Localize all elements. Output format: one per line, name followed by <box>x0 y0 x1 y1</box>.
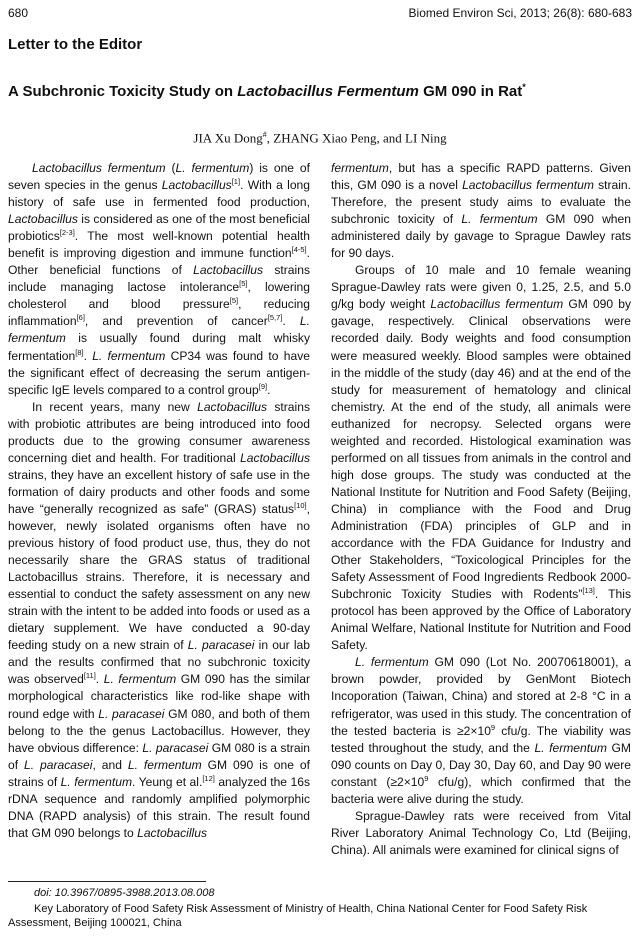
text-run: in our lab and the results confirmed that no subchronic toxicity was observed <box>8 638 310 687</box>
italic-term: Lactobacillus <box>197 399 268 414</box>
author-list <box>0 130 640 146</box>
paragraph <box>8 160 310 399</box>
paragraph <box>331 808 631 859</box>
text-run: Sprague-Dawley rats were received from Vital River Laboratory Animal Technology Co, Ltd (Beijing, China). All animals were examined for clinical signs of <box>331 808 631 857</box>
italic-term: L. fermentum <box>60 774 133 789</box>
italic-term: L. fermentum <box>8 314 310 346</box>
superscript: [8] <box>75 347 84 357</box>
italic-term: Lactobacillus fermentum <box>430 297 564 312</box>
text-run: ) is one of seven species in the genus <box>8 161 311 193</box>
superscript: 9 <box>490 722 496 732</box>
text-run: CP34 was found to have the significant effect of decreasing the serum antigen-specific IgE levels compared to a control group <box>8 348 310 397</box>
superscript: [1] <box>231 177 241 187</box>
text-run: , however, newly isolated organisms often have no previous history of food product use, thus, they do not necessarily share the GRAS status of traditional Lactobacillus strains. Therefore, it is necessary and essential to conduct the safety assessment on any new strain with the intent to be added into foods or used as a dietary supplement. We have conducted a 90-day feeding study on a new strain of <box>8 501 310 653</box>
superscript: [13] <box>582 586 595 596</box>
superscript: [2-3] <box>59 228 75 238</box>
paragraph <box>331 654 631 807</box>
italic-term: L. paracasei <box>98 706 165 721</box>
italic-term: Lactobacillus fermentum <box>32 161 166 175</box>
text-run: Groups of 10 male and 10 female weaning Sprague-Dawley rats were given 0, 1.25, 2.5, and 5.0 g/kg body weight <box>331 263 631 312</box>
italic-term: L. fermentum <box>534 740 607 755</box>
superscript: [10] <box>294 500 307 510</box>
italic-term: L. fermentum <box>92 348 166 363</box>
text-run: GM 090 when administered daily by gavage to Sprague Dawley rats for 90 days. <box>331 212 631 261</box>
text-run: . Other beneficial functions of <box>8 246 310 278</box>
superscript: [5,7] <box>267 313 283 323</box>
journal-citation: Biomed Environ Sci, 2013; 26(8): 680-683 <box>408 6 632 20</box>
text-run: , and <box>92 757 128 772</box>
text-run: ( <box>165 161 176 175</box>
superscript: [9] <box>258 381 268 391</box>
title-species: Lactobacillus Fermentum <box>237 83 419 100</box>
italic-term: L. fermentum <box>175 161 250 175</box>
author-rest: , ZHANG Xiao Peng, and LI Ning <box>266 130 447 146</box>
page-number: 680 <box>8 6 29 20</box>
section-label: Letter to the Editor <box>8 36 143 53</box>
text-run: GM 080, and both of them belong to the the genus Lactobacillus. However, they have obvious difference: <box>8 706 310 755</box>
doi-link[interactable]: doi: 10.3967/0895-3988.2013.08.008 <box>34 887 215 899</box>
italic-term: L. fermentum <box>103 672 177 687</box>
text-run: . <box>95 672 104 687</box>
superscript: [5] <box>239 279 248 289</box>
superscript: [6] <box>76 313 85 323</box>
text-run: . With a long history of safe use in fermented food production, <box>8 178 310 210</box>
superscript: 9 <box>424 773 429 783</box>
superscript: [5] <box>229 296 239 306</box>
text-run: , lowering cholesterol and blood pressure <box>8 280 310 312</box>
body-column-left <box>8 160 310 842</box>
text-run: GM 090 by gavage, respectively. Clinical observations were recorded daily. Body weights and food consumption were measured weekly. Blood samples were obtained in the middle of the study (day 46) and at the end of the study for measurement of hematology and clinical chemistry. At the end of the study, all animals were euthanized for necropsy. Selected organs were weighted and recorded. Histological examination was performed on all tissues from animals in the control and high dose groups. The study was conducted at the National Institute for Nutrition and Food Safety (Beijing, China) in compliance with the Food and Drug Administration (FDA) principles of GLP and in accordance with the FDA Guidance for Industry and Other Stakeholders, “Toxicological Principles for the Safety Assessment of Food Ingredients Redbook 2000-Subchronic Toxicity Studies with Rodents” <box>331 297 632 602</box>
author-first: JIA Xu Dong <box>193 130 263 146</box>
italic-term: Lactobacillus <box>137 825 208 840</box>
italic-term: Lactobacillus <box>8 212 78 227</box>
text-run: strain. Therefore, the present study aims to evaluate the subchronic toxicity of <box>331 178 631 227</box>
text-run: . The most well-known potential health benefit is improving digestion and immune function <box>8 229 310 261</box>
text-run: . <box>267 382 271 397</box>
author-mark: # <box>262 130 267 139</box>
italic-term: Lactobacillus fermentum <box>462 178 594 193</box>
title-footnote-mark: * <box>522 82 526 92</box>
text-run: In recent years, many new <box>32 399 198 414</box>
text-run: GM 090 has the similar morphological characteristics like rod-like shape with round edge with <box>8 672 310 721</box>
text-run: . This protocol has been approved by the Office of Laboratory Animal Welfare, National Institute for Nutrition and Food Safety. <box>331 587 631 653</box>
article-title <box>8 82 632 100</box>
italic-term: L. fermentum <box>461 212 538 227</box>
superscript: [11] <box>83 671 96 681</box>
text-run: GM 090 (Lot No. 20070618001), a brown powder, provided by GenMont Biotech Incoporation (Taiwan, China) and stored at 2-8 °C in a refrigerator, was used in this study. The concentration of the tested bacteria is ≥2×10 <box>331 655 631 738</box>
text-run: GM 080 is a strain of <box>8 740 311 772</box>
italic-term: L. fermentum <box>355 655 429 670</box>
text-run: strains, they have an excellent history of safe use in the formation of dairy products and other foods and some have “generally recognized as safe” (GRAS) status <box>8 467 310 516</box>
text-run: GM 090 counts on Day 0, Day 30, Day 60, and Day 90 were constant (≥2×10 <box>331 740 632 789</box>
text-run: . <box>83 348 93 363</box>
italic-term: L. fermentum <box>127 757 202 772</box>
text-run: . Yeung et al. <box>132 774 203 789</box>
text-run: . <box>282 314 300 329</box>
text-run: strains with probiotic attributes are being introduced into food products due to the growing consumer awareness concerning diet and health. For traditional <box>8 399 310 465</box>
text-run: , but has a specific RAPD patterns. Given this, GM 090 is a novel <box>331 161 631 193</box>
italic-term: Lactobacillus <box>161 178 232 193</box>
text-run: analyzed the 16s rDNA sequence and randomly amplified polymorphic DNA (RAPD analysis) of this strain. The result found that GM 090 belongs to <box>8 774 310 840</box>
affiliation-footnote: Key Laboratory of Food Safety Risk Assessment of Ministry of Health, China National Center for Food Safety Risk Assessment, Beijing 100021, China <box>8 903 588 929</box>
italic-term: L. paracasei <box>142 740 209 755</box>
title-post: GM 090 in Rat <box>418 83 523 100</box>
superscript: [4-5] <box>291 245 307 255</box>
paragraph-continued <box>331 160 631 262</box>
italic-term: fermentum <box>331 161 389 175</box>
running-header <box>8 6 632 22</box>
text-run: cfu/g), which confirmed that the bacteria were alive during the study. <box>331 774 631 806</box>
italic-term: Lactobacillus <box>193 263 264 278</box>
italic-term: L. paracasei <box>187 638 255 653</box>
italic-term: L. paracasei <box>24 757 93 772</box>
text-run: GM 090 is one of strains of <box>8 757 310 789</box>
italic-term: Lactobacillus <box>240 450 310 465</box>
text-run: is usually found during malt whisky fermentation <box>8 331 310 363</box>
text-run: strains include managing lactose intolerance <box>8 263 310 295</box>
text-run: cfu/g. The viability was tested throughout the study, and the <box>331 723 631 755</box>
text-run: is considered as one of the most beneficial probiotics <box>8 212 310 244</box>
paragraph <box>331 262 631 654</box>
paragraph <box>8 399 310 842</box>
footnote-divider <box>8 881 206 882</box>
superscript: [12] <box>202 773 215 783</box>
text-run: , and prevention of cancer <box>84 314 268 329</box>
body-column-right <box>331 160 631 859</box>
title-pre: A Subchronic Toxicity Study on <box>8 83 238 100</box>
text-run: , reducing inflammation <box>8 297 310 329</box>
